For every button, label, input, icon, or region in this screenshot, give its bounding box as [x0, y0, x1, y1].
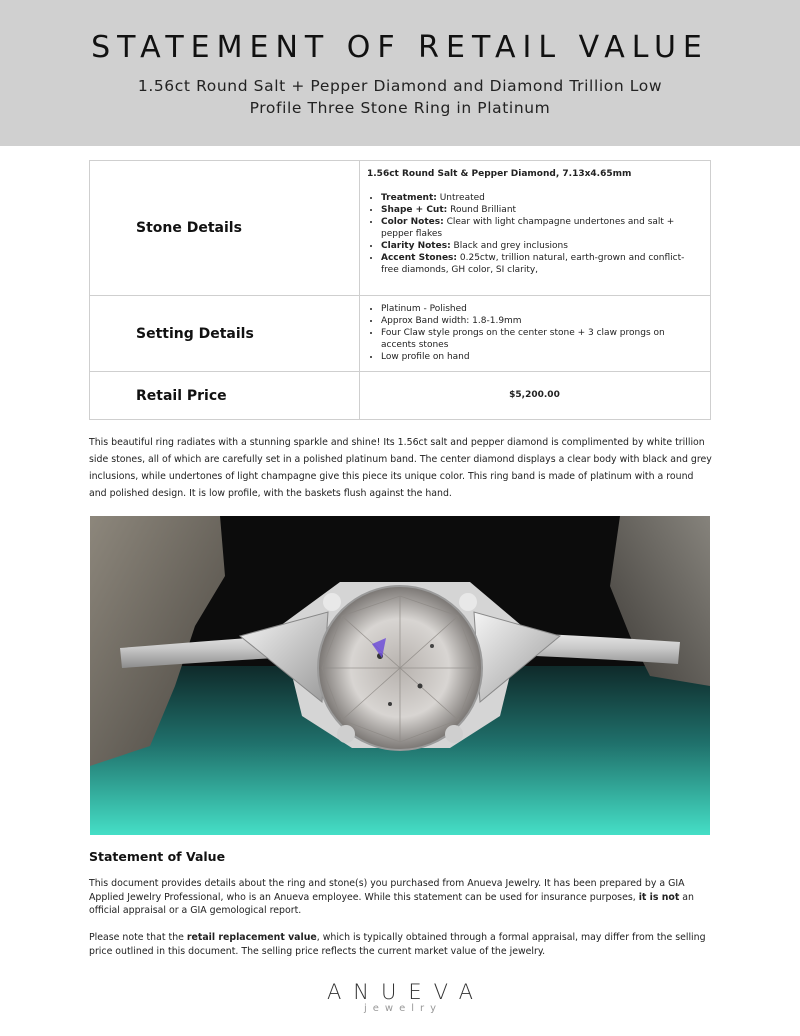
logo-subtext: jewelry	[363, 1003, 443, 1014]
retail-price-label: Retail Price	[90, 372, 360, 420]
list-item: • Platinum - Polished	[381, 303, 702, 315]
stone-details-content	[360, 161, 711, 296]
anueva-logo	[0, 980, 800, 1014]
setting-details-list	[367, 303, 702, 363]
stone-details-label: Stone Details	[90, 161, 360, 296]
setting-details-label: Setting Details	[90, 296, 360, 372]
list-item: • Shape + Cut: Round Brilliant	[381, 204, 702, 216]
setting-details-row	[90, 296, 711, 372]
list-item: • Four Claw style prongs on the center stone + 3 claw prongs on accents stones	[381, 327, 702, 351]
header-banner	[0, 0, 800, 146]
statement-paragraph-2: Please note that the retail replacement value, which is typically obtained through a formal appraisal, may differ from the selling price outlined in this document. The selling price reflects the current market value of the jewelry.	[89, 932, 706, 957]
list-item: • Accent Stones: 0.25ctw, trillion natural, earth-grown and conflict-free diamonds, GH color, SI clarity,	[381, 252, 702, 276]
logo-wordmark: ANUEVA	[326, 980, 486, 1004]
retail-price-value: $5,200.00	[360, 372, 711, 420]
setting-details-content	[360, 296, 711, 372]
list-item: • Treatment: Untreated	[381, 192, 702, 204]
statement-paragraph-1: This document provides details about the ring and stone(s) you purchased from Anueva Jewelry. It has been prepared by a GIA Applied Jewelry Professional, who is an Anueva employee. While this statement can be used for insurance purposes, it is not an official appraisal or a GIA gemological report.	[89, 878, 694, 916]
ring-photo	[90, 516, 710, 835]
list-item: • Approx Band width: 1.8-1.9mm	[381, 315, 702, 327]
ring-illustration	[90, 516, 710, 835]
page-title: STATEMENT OF RETAIL VALUE	[91, 30, 709, 65]
list-item: • Low profile on hand	[381, 351, 702, 363]
retail-price-row	[90, 372, 711, 420]
list-item: • Clarity Notes: Black and grey inclusions	[381, 240, 702, 252]
details-table	[89, 160, 711, 420]
list-item: • Color Notes: Clear with light champagne undertones and salt + pepper flakes	[381, 216, 702, 240]
stone-heading: 1.56ct Round Salt & Pepper Diamond, 7.13x4.65mm	[367, 169, 632, 179]
stone-details-list	[367, 192, 702, 276]
statement-of-value-title: Statement of Value	[89, 849, 226, 864]
page-subtitle: 1.56ct Round Salt + Pepper Diamond and Diamond Trillion Low Profile Three Stone Ring in Platinum	[137, 77, 663, 117]
stone-details-row	[90, 161, 711, 296]
product-description: This beautiful ring radiates with a stunning sparkle and shine! Its 1.56ct salt and pepper diamond is complimented by white trillion side stones, all of which are carefully set in a polished platinum band. The center diamond displays a clear body with black and grey inclusions, while undertones of light champagne give this piece its unique color. This ring band is made of platinum with a round and polished design. It is low profile, with the baskets flush against the hand.	[89, 437, 712, 499]
